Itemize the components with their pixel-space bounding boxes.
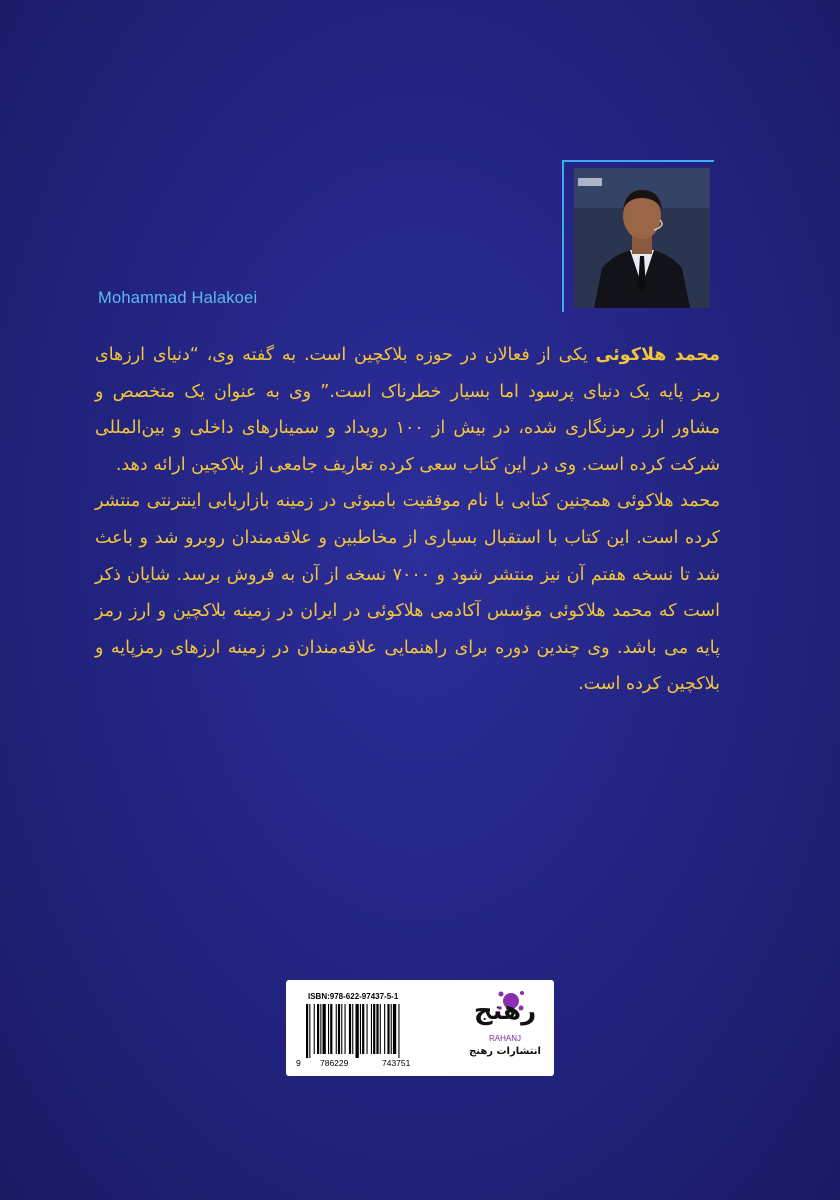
bio-paragraph-1 bbox=[95, 337, 720, 483]
barcode-panel bbox=[286, 980, 554, 1076]
bio-paragraph-1-text: یکی از فعالان در حوزه بلاکچین است. به گفته وی، “دنیای ارزهای رمز پایه یک دنیای پرسود اما بسیار خطرناک است.” وی به عنوان یک متخصص و مشاور ارز رمزنگاری شده، در بیش از ۱۰۰ رویداد و سمینارهای داخلی و بین‌المللی شرکت کرده است. وی در این کتاب سعی کرده تعاریف جامعی از بلاکچین ارائه دهد. bbox=[95, 345, 720, 475]
publisher-logo bbox=[460, 988, 550, 1068]
barcode-image bbox=[298, 1004, 448, 1058]
bio-paragraph-2: محمد هلاکوئی همچنین کتابی با نام موفقیت بامبوئی در زمینه بازاریابی اینترنتی منتشر کرده است. این کتاب با استقبال بسیاری از مخاطبین و علاقه‌مندان روبرو شد و باعث شد تا نسخه هفتم آن نیز منتشر شود و ۷۰۰۰ نسخه از آن به فروش برسد. شایان ذکر است که محمد هلاکوئی مؤسس آکادمی هلاکوئی در ایران در زمینه بلاکچین و ارز رمز پایه می باشد. وی چندین دوره برای راهنمایی علاقه‌مندان در زمینه ارزهای رمزپایه و بلاکچین کرده است. bbox=[95, 491, 720, 695]
barcode-digits-2: 786229 bbox=[320, 1058, 349, 1068]
isbn-label: ISBN:978-622-97437-5-1 bbox=[308, 992, 399, 1001]
author-name-persian: محمد هلاکوئی bbox=[595, 345, 720, 365]
publisher-logo-text: رهنج bbox=[473, 996, 537, 1026]
publisher-logo-latin: RAHANJ bbox=[488, 1034, 521, 1043]
barcode-digits-3: 743751 bbox=[382, 1058, 411, 1068]
barcode-digits-1: 9 bbox=[296, 1058, 301, 1068]
author-name-english: Mohammad Halakoei bbox=[98, 289, 258, 307]
author-photo bbox=[574, 168, 710, 308]
publisher-name: انتشارات رهنج bbox=[469, 1046, 541, 1057]
author-biography bbox=[95, 337, 720, 703]
